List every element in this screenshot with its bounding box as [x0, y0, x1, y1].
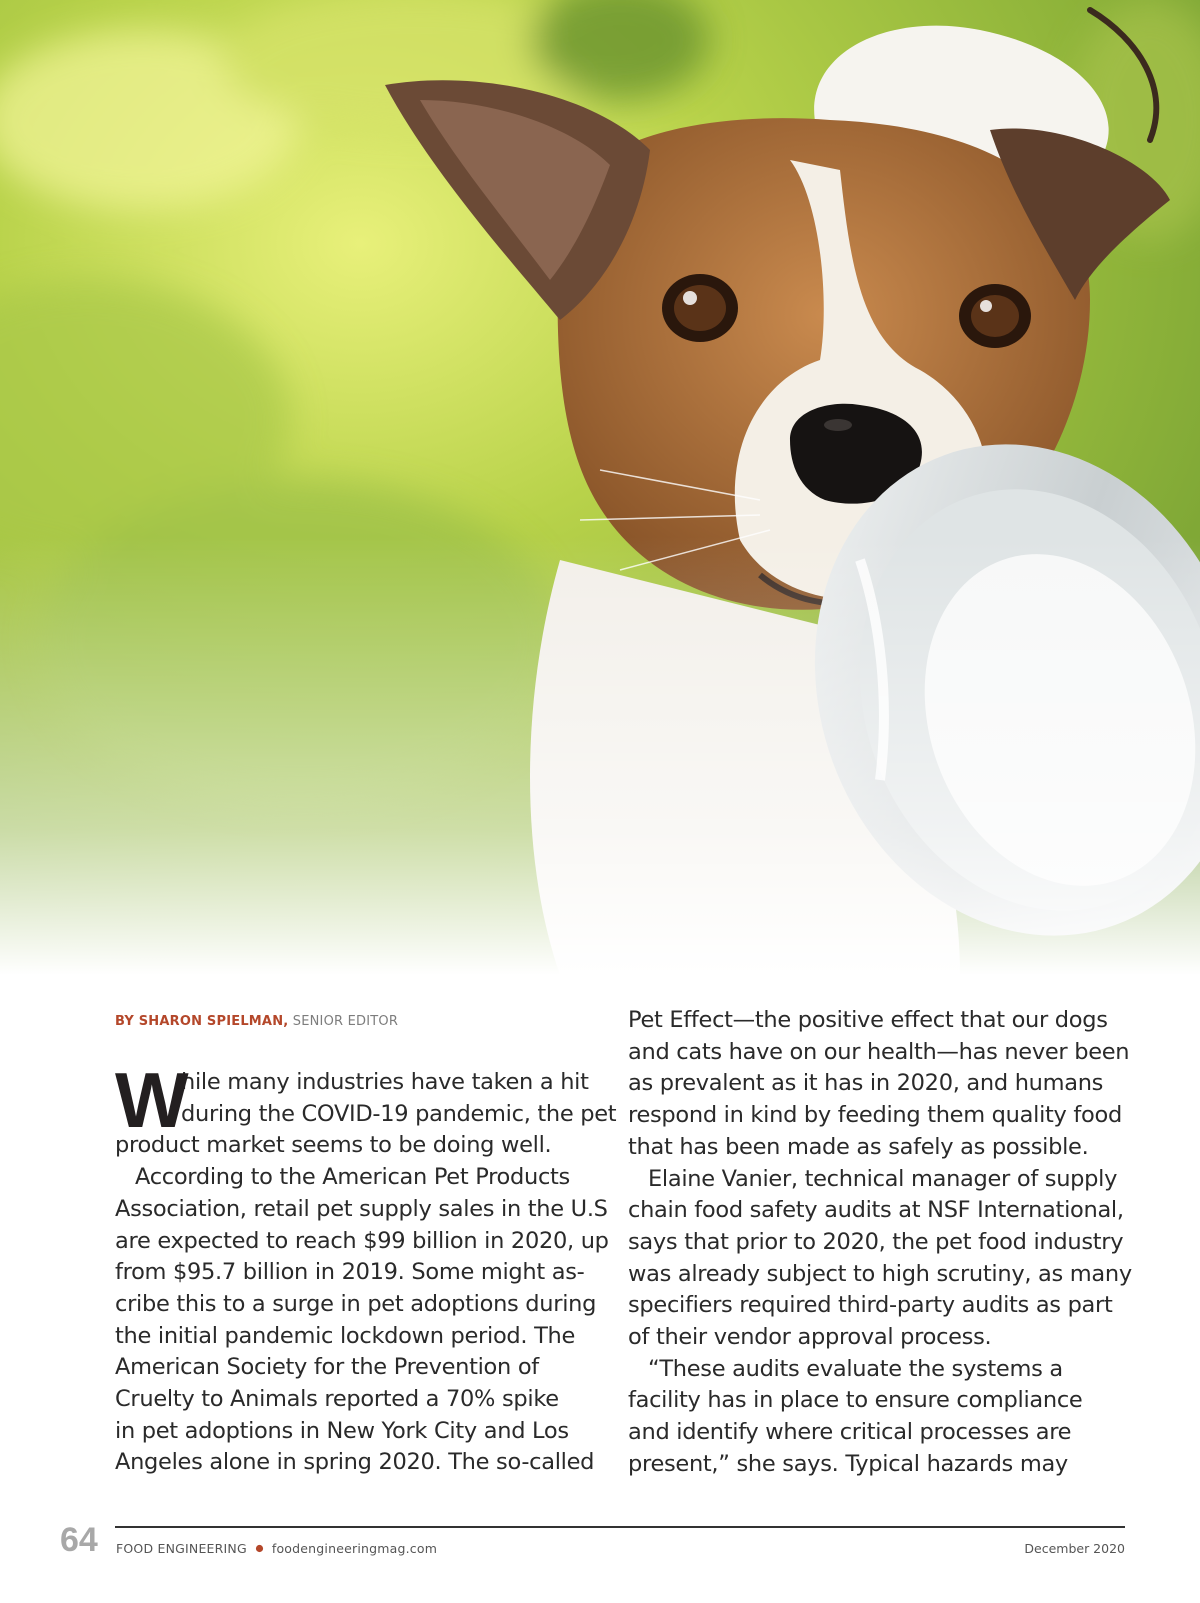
paragraph-line: “These audits evaluate the systems a — [648, 1355, 1063, 1382]
paragraph-line: present,” she says. Typical hazards may — [628, 1450, 1068, 1477]
paragraph-line: facility has in place to ensure compliance — [628, 1387, 1083, 1414]
paragraph-line: Pet Effect—the positive effect that our dogs — [628, 1007, 1108, 1033]
drop-cap: W — [115, 1056, 189, 1144]
paragraph-line: in pet adoptions in New York City and Los — [115, 1417, 569, 1444]
paragraph-line: American Society for the Prevention of — [115, 1354, 539, 1381]
footer-magazine-info — [116, 1541, 437, 1556]
byline-author: BY SHARON SPIELMAN, — [115, 1014, 289, 1029]
paragraph-line: product market seems to be doing well. — [115, 1132, 552, 1159]
paragraph-line: respond in kind by feeding them quality food — [628, 1102, 1122, 1129]
paragraph-line: was already subject to high scrutiny, as many — [628, 1260, 1132, 1287]
paragraph-line: Angeles alone in spring 2020. The so-called — [115, 1449, 595, 1476]
paragraph-line: specifiers required third-party audits as part — [628, 1292, 1113, 1319]
paragraph-line: According to the American Pet Products — [135, 1164, 570, 1191]
paragraph-line: Elaine Vanier, technical manager of supply — [648, 1165, 1118, 1192]
paragraph-line: and cats have on our health—has never been — [628, 1038, 1130, 1065]
paragraph-line: Association, retail pet supply sales in the U.S — [115, 1195, 608, 1222]
paragraph-line: the initial pandemic lockdown period. The — [115, 1322, 576, 1349]
paragraph-line: cribe this to a surge in pet adoptions during — [115, 1290, 597, 1317]
paragraph-line: that has been made as safely as possible. — [628, 1133, 1089, 1160]
paragraph-line: Cruelty to Animals reported a 70% spike — [115, 1386, 559, 1413]
page-number: 64 — [60, 1521, 98, 1559]
magazine-name: FOOD ENGINEERING — [116, 1541, 247, 1556]
article-column-right — [628, 1005, 1132, 1481]
paragraph-line: says that prior to 2020, the pet food industry — [628, 1228, 1124, 1255]
paragraph-line: of their vendor approval process. — [628, 1324, 992, 1351]
paragraph-line: during the COVID-19 pandemic, the pet — [181, 1100, 617, 1127]
magazine-website: foodengineeringmag.com — [271, 1541, 438, 1556]
byline-role: SENIOR EDITOR — [292, 1014, 399, 1029]
issue-date: December 2020 — [1024, 1541, 1125, 1556]
paragraph-line: from $95.7 billion in 2019. Some might as- — [115, 1259, 585, 1286]
paragraph-line: as prevalent as it has in 2020, and humans — [628, 1070, 1104, 1097]
paragraph-line: hile many industries have taken a hit — [181, 1069, 589, 1095]
paragraph-line: and identify where critical processes are — [628, 1419, 1072, 1446]
bullet-icon — [255, 1544, 264, 1553]
footer-rule — [115, 1526, 1125, 1528]
article-column-left — [115, 1056, 617, 1479]
paragraph-line: are expected to reach $99 billion in 2020, up — [115, 1227, 609, 1254]
byline — [115, 1014, 398, 1029]
paragraph-line: chain food safety audits at NSF International, — [628, 1197, 1124, 1224]
